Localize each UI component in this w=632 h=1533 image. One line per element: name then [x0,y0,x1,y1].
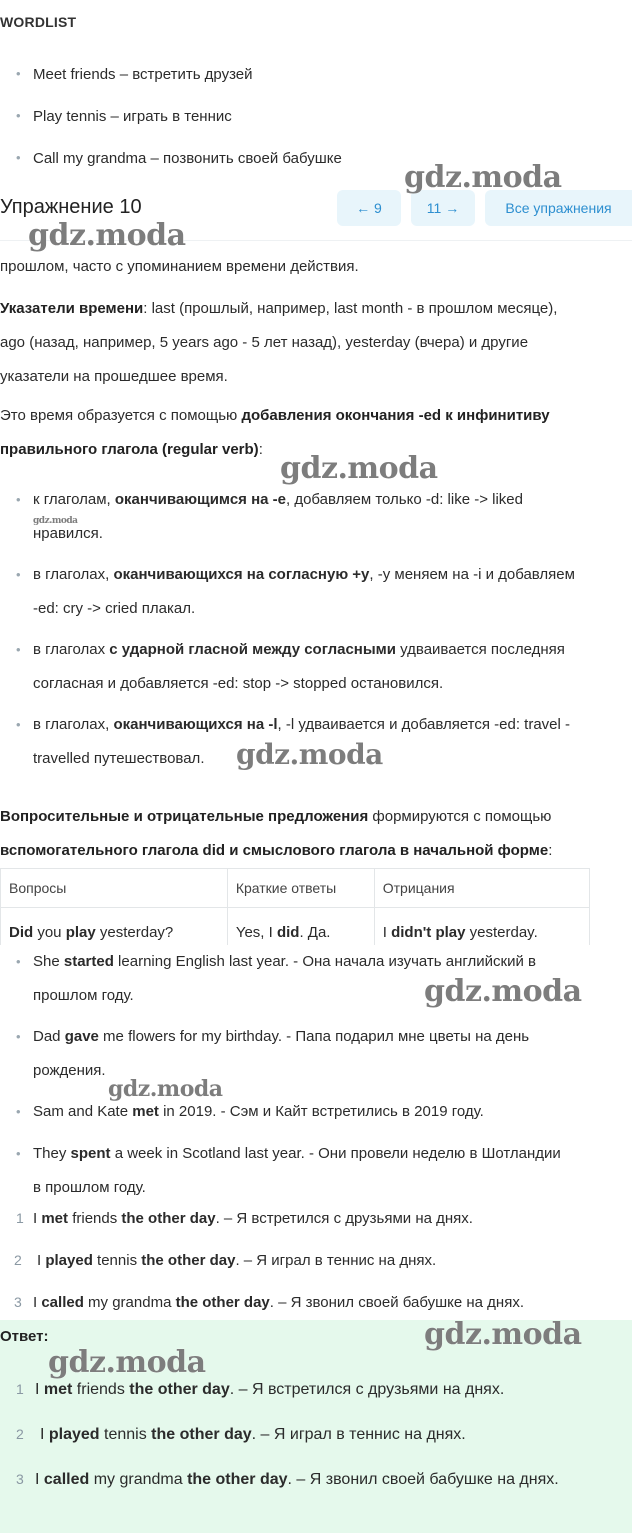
answer-item: 3 I called my grandma the other day. – Я звонил своей бабушке на днях. [16,1471,559,1488]
prev-exercise-button[interactable]: ← 9 [337,190,401,226]
watermark: gdz.moda [48,1345,206,1380]
watermark: gdz.moda [33,516,78,526]
table-header: Отрицания [374,869,589,908]
formation-paragraph: Это время образуется с помощью добавления окончания -ed к инфинитиву правильного глагола (regular verb): [0,407,550,458]
task-item: 1 I met friends the other day. – Я встретился с друзьями на днях. [16,1210,473,1227]
watermark: gdz.moda [404,160,562,195]
table-row: Did you play yesterday? Yes, I did. Да. I didn't play yesterday. [1,908,590,957]
all-exercises-button[interactable]: Все упражнения [485,190,632,226]
exercise-title: Упражнение 10 [0,196,142,218]
table-header: Вопросы [1,869,228,908]
watermark: gdz.moda [108,1076,223,1102]
answer-item: 2 I played tennis the other day. – Я играл в теннис на днях. [16,1426,466,1443]
watermark: gdz.moda [280,451,438,486]
theory-text: прошлом, часто с упоминанием времени действия. [0,258,359,275]
watermark: gdz.moda [28,218,186,253]
questions-paragraph: Вопросительные и отрицательные предложения формируются с помощью вспомогательного глагола did и смыслового глагола в начальной форме: [0,808,553,859]
watermark: gdz.moda [236,738,383,771]
table-header: Краткие ответы [227,869,374,908]
grammar-table [0,868,590,957]
watermark: gdz.moda [424,974,582,1009]
wordlist-title: WORDLIST [0,14,77,30]
task-item: 3 I called my grandma the other day. – Я звонил своей бабушке на днях. [14,1294,524,1311]
next-exercise-button[interactable]: 11 → [411,190,475,226]
task-item: 2 I played tennis the other day. – Я играл в теннис на днях. [14,1252,437,1269]
time-markers-paragraph: Указатели времени: last (прошлый, например, last month - в прошлом месяце), ago (назад, например, 5 years ago - 5 лет назад), yesterday (вчера) и другие указатели на прошедшее время. [0,300,558,385]
example-item: • She started learning English last year. - Она начала изучать английский в прошлом году. [0,945,632,1015]
answer-label: Ответ: [0,1328,49,1345]
watermark: gdz.moda [424,1317,582,1352]
answer-item: 1 I met friends the other day. – Я встретился с друзьями на днях. [16,1381,505,1398]
